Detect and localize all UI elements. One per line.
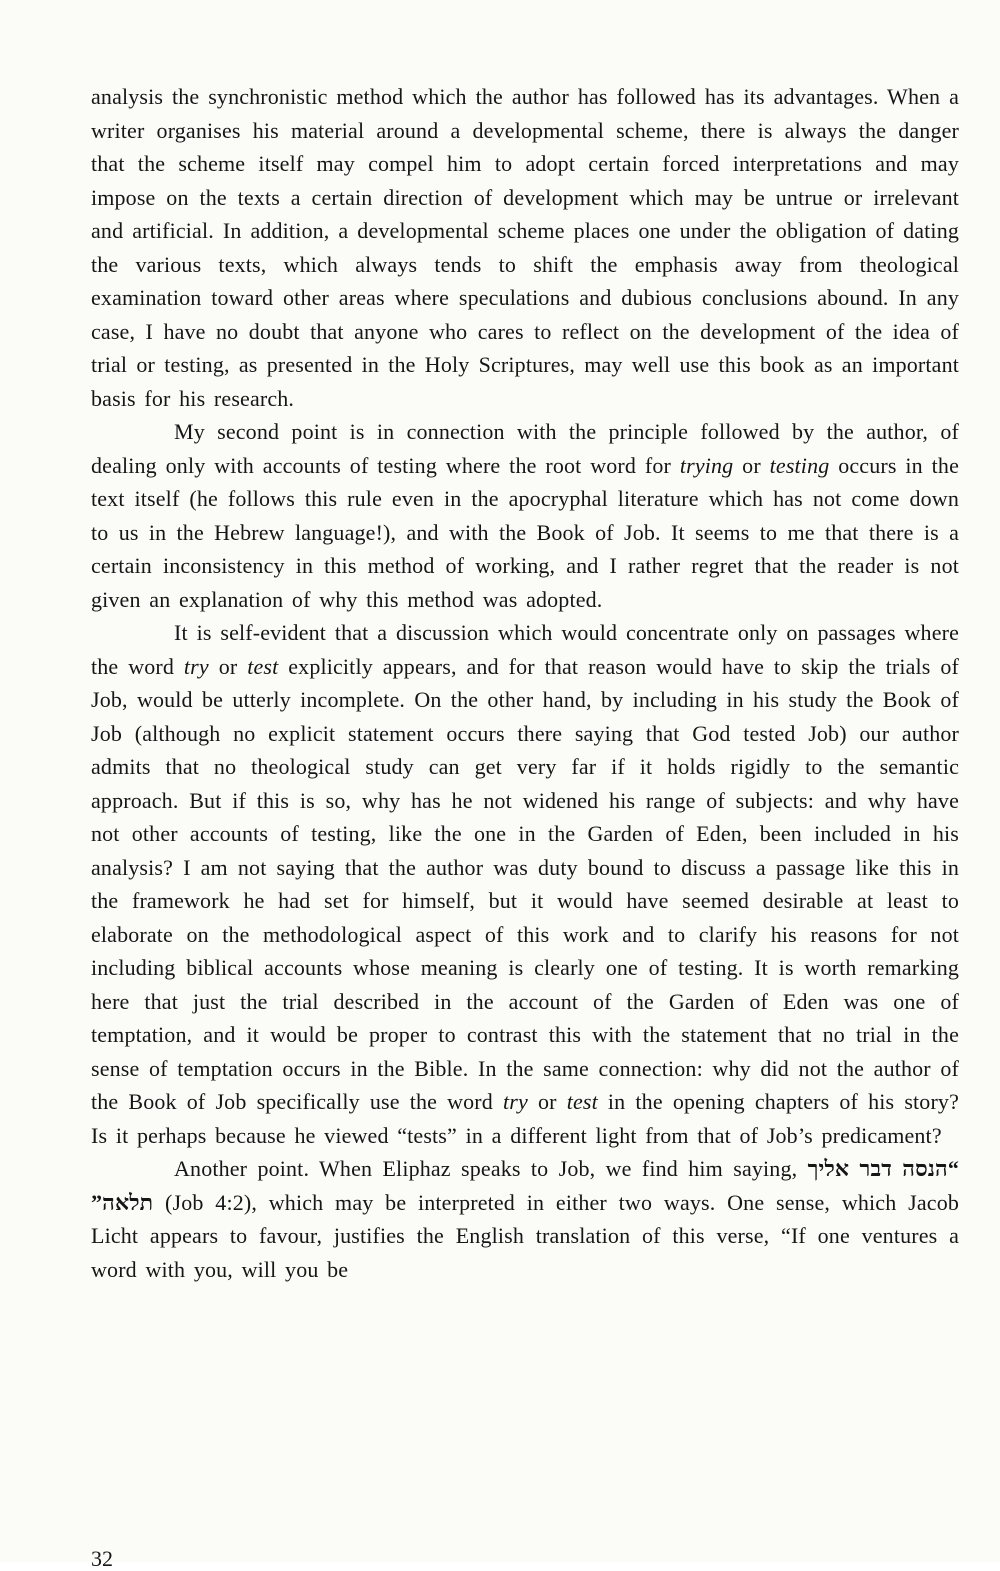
body-text [91,80,959,1286]
text-segment: or [208,653,248,679]
text-segment: explicitly appears, and for that reason would have to skip the trials of Job, would be utterly incomplete. On the other hand, by including in his study the Book of Job (although no explicit statement occurs there saying that God tested Job) our author admits that no theological study can get very far if it holds rigidly to the semantic approach. But if this is so, why has he not widened his range of subjects: and why have not other accounts of testing, like the one in the Garden of Eden, been included in his analysis? I am not saying that the author was duty bound to discuss a passage like this in the framework he had set for himself, but it would have seemed desirable at least to elaborate on the methodological aspect of this work and to clarify his reasons for not including biblical accounts whose meaning is clearly one of testing. It is worth remarking here that just the trial described in the account of the Garden of Eden was one of temptation, and it would be proper to contrast this with the statement that no trial in the sense of temptation occurs in the Bible. In the same connection: why did not the author of the Book of Job specifically use the word [91,653,959,1114]
paragraph-3 [91,616,959,1152]
text-segment: (Job 4:2), which may be interpreted in either two ways. One sense, which Jacob Licht appears to favour, justifies the English translation of this verse, “If one ventures a word with you, will you be [91,1189,959,1282]
text-segment: analysis the synchronistic method which the author has followed has its advantages. When a writer organises his material around a developmental scheme, there is always the danger that the scheme itself may compel him to adopt certain forced interpretations and may impose on the texts a certain direction of development which may be untrue or irrelevant and artificial. In addition, a developmental scheme places one under the obligation of dating the various texts, which always tends to shift the emphasis away from theological examination toward other areas where speculations and dubious conclusions abound. In any case, I have no doubt that anyone who cares to reflect on the development of the idea of trial or testing, as presented in the Holy Scriptures, may well use this book as an important basis for his research. [91,84,959,411]
italic-term: trying [679,452,734,478]
text-segment: It is self-evident that a discussion which would concentrate only on passages where the word [91,620,959,679]
text-segment: in the opening chapters of his story? Is it perhaps because he viewed “tests” in a different light from that of Job’s predicament? [91,1089,959,1148]
italic-term: try [183,653,209,679]
paragraph-1 [91,80,959,415]
paragraph-4 [91,1152,959,1286]
paragraph-2 [91,415,959,616]
italic-term: test [566,1089,598,1114]
text-segment: occurs in the text itself (he follows this rule even in the apocryphal literature which has not come down to us in the Hebrew language!), and with the Book of Job. It seems to me that there is a certain inconsistency in this method of working, and I rather regret that the reader is not given an explanation of why this method was adopted. [91,452,959,612]
text-segment: or [733,452,770,478]
text-segment: Another point. When Eliphaz speaks to Job, we find him saying, [174,1156,808,1181]
hebrew-quotation: “הנסה דבר אליך תלאה” [91,1156,960,1215]
italic-term: testing [769,452,830,478]
page-number: 32 [91,1546,113,1571]
italic-term: try [503,1089,528,1114]
italic-term: test [247,653,279,679]
text-segment: or [527,1089,567,1114]
text-segment: My second point is in connection with the principle followed by the author, of dealing only with accounts of testing where the root word for [91,419,959,478]
